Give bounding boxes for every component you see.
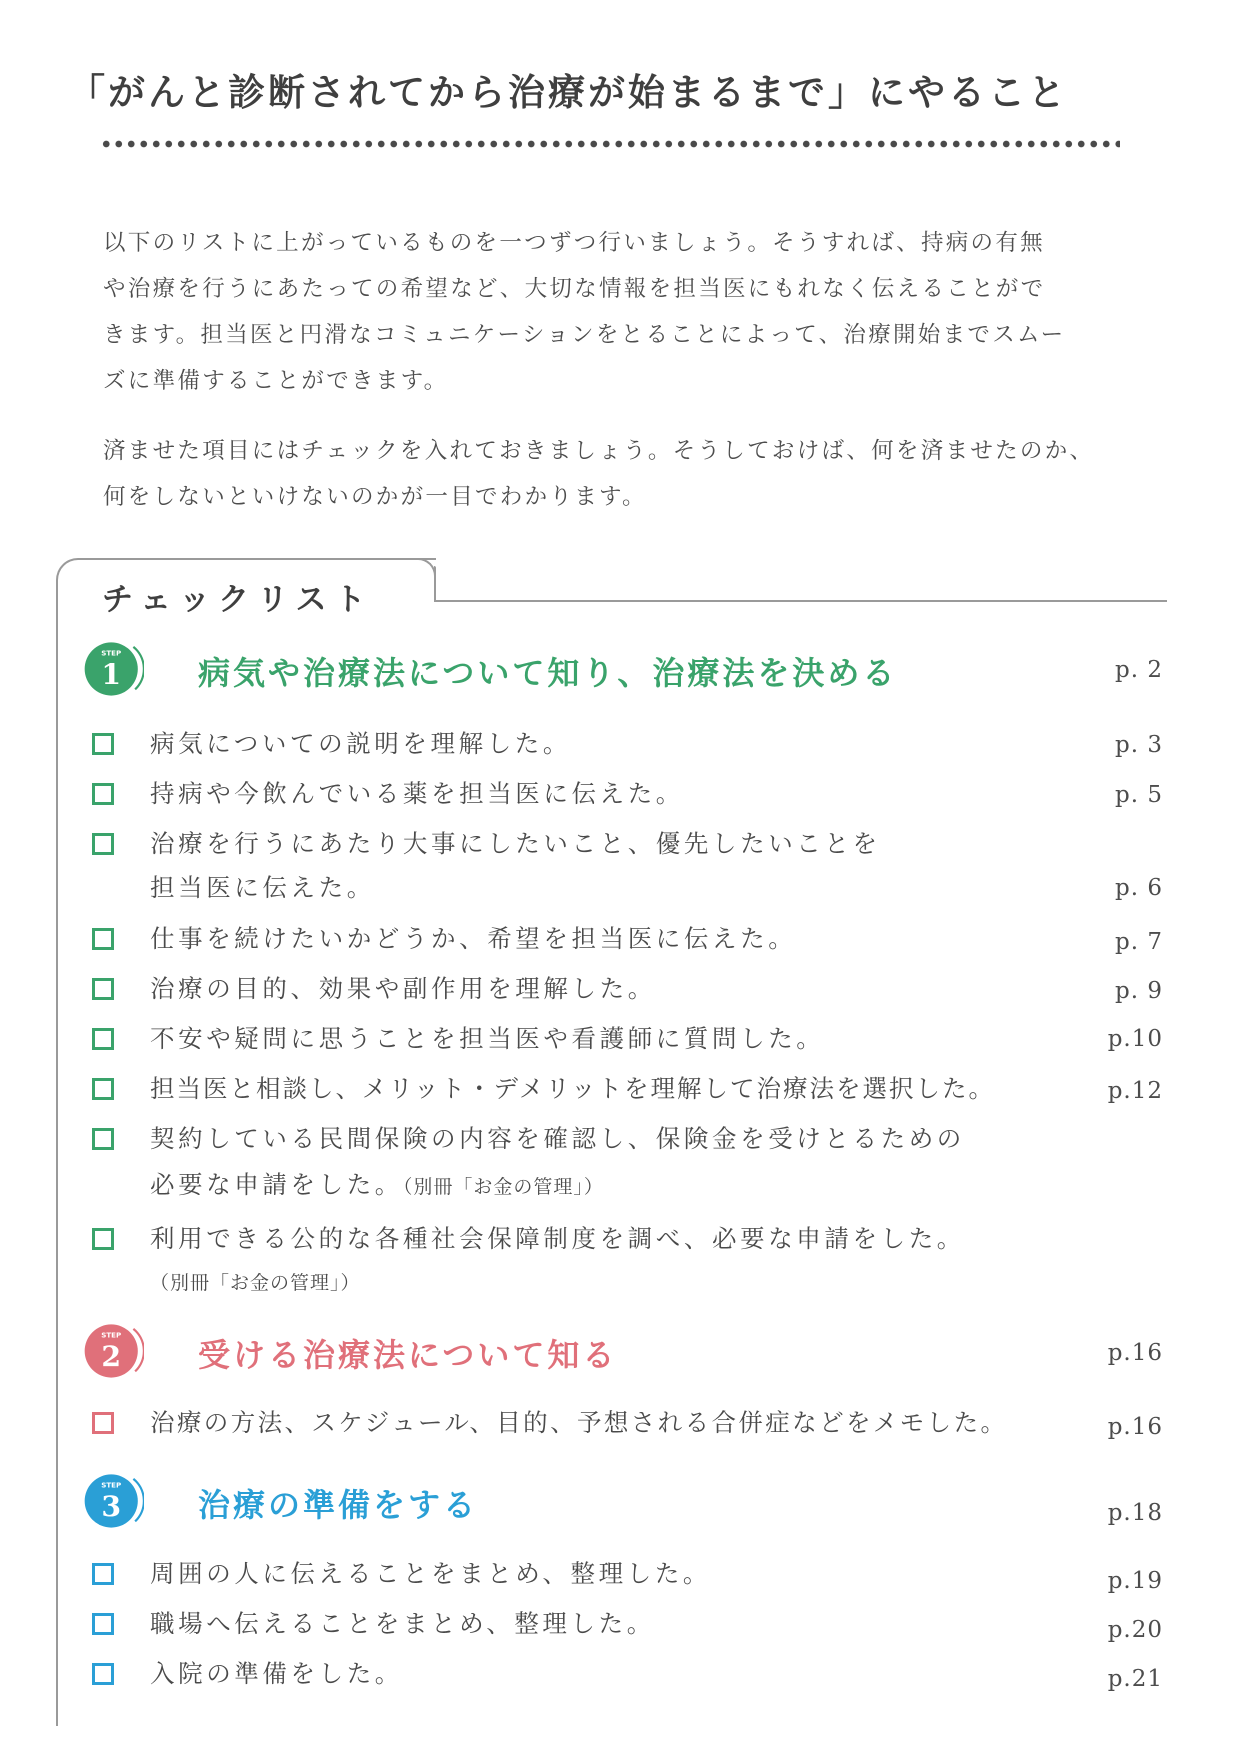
checklist-item-text: 利用できる公的な各種社会保障制度を調べ、必要な申請をした。: [150, 1224, 965, 1253]
checkbox[interactable]: [92, 783, 114, 805]
step-3-page-ref: p.18: [1107, 1500, 1163, 1526]
checklist-item-text: 周囲の人に伝えることをまとめ、整理した。: [150, 1559, 712, 1588]
item-page-ref: p.19: [1107, 1568, 1163, 1594]
checklist-item-text: 仕事を続けたいかどうか、希望を担当医に伝えた。: [150, 924, 797, 953]
checklist-tab-edge: [434, 566, 436, 600]
checkbox[interactable]: [92, 1663, 114, 1685]
item-page-ref: p.10: [1107, 1026, 1163, 1052]
checkbox[interactable]: [92, 733, 114, 755]
checkbox[interactable]: [92, 833, 114, 855]
checkbox[interactable]: [92, 1228, 114, 1250]
intro-line: きます。担当医と円滑なコミュニケーションをとることによって、治療開始までスムー: [103, 322, 1066, 348]
item-page-ref: p.21: [1107, 1666, 1163, 1692]
checklist-item-text: 不安や疑問に思うことを担当医や看護師に質問した。: [150, 1024, 825, 1053]
checkbox[interactable]: [92, 1128, 114, 1150]
checkbox[interactable]: [92, 928, 114, 950]
page-title: 「がんと診断されてから治療が始まるまで」にやること: [68, 71, 1068, 114]
step-number: 3: [101, 1489, 122, 1524]
item-note: （別冊「お金の管理」）: [402, 1176, 604, 1198]
checkbox[interactable]: [92, 1412, 114, 1434]
checklist-item-text: 持病や今飲んでいる薬を担当医に伝えた。: [150, 779, 684, 808]
item-note: （別冊「お金の管理」）: [150, 1272, 361, 1294]
step-3-badge-icon: [82, 1470, 144, 1532]
checklist-frame-left: [56, 596, 58, 1726]
intro-paragraph-1: [103, 220, 1133, 404]
item-page-ref: p.12: [1107, 1078, 1163, 1104]
item-page-ref: p. 9: [1115, 978, 1163, 1004]
step-label: STEP: [101, 648, 122, 658]
item-page-ref: p. 7: [1115, 929, 1163, 955]
step-2-badge-icon: [82, 1320, 144, 1382]
checklist-title: チェックリスト: [102, 582, 374, 618]
step-label: STEP: [101, 1330, 122, 1340]
checklist-item-text: 担当医と相談し、メリット・デメリットを理解して治療法を選択した。: [150, 1074, 996, 1103]
item-page-ref: p.16: [1107, 1414, 1163, 1440]
checkbox[interactable]: [92, 1613, 114, 1635]
checklist-item-text: 治療の方法、スケジュール、目的、予想される合併症などをメモした。: [150, 1408, 1008, 1437]
step-number: 2: [101, 1339, 122, 1374]
item-page-ref: p. 5: [1115, 782, 1163, 808]
step-1-heading: 病気や治療法について知り、治療法を決める: [198, 654, 898, 692]
checkbox[interactable]: [92, 1028, 114, 1050]
step-number: 1: [101, 657, 122, 692]
item-page-ref: p. 3: [1115, 732, 1163, 758]
checklist-item-text: 入院の準備をした。: [150, 1659, 403, 1688]
checkbox[interactable]: [92, 978, 114, 1000]
item-page-ref: p. 6: [1115, 875, 1163, 901]
checkbox[interactable]: [92, 1563, 114, 1585]
checklist-item-text: 治療を行うにあたり大事にしたいこと、優先したいことを: [150, 829, 881, 858]
dotted-divider: [100, 140, 1120, 148]
intro-line: 済ませた項目にはチェックを入れておきましょう。そうしておけば、何を済ませたのか、: [103, 438, 1095, 464]
step-3-heading: 治療の準備をする: [198, 1486, 479, 1524]
item-page-ref: p.20: [1107, 1617, 1163, 1643]
step-label: STEP: [101, 1480, 122, 1490]
checkbox[interactable]: [92, 1078, 114, 1100]
checklist-item-text: 治療の目的、効果や副作用を理解した。: [150, 974, 656, 1003]
checklist-frame-top: [434, 600, 1167, 602]
step-1-badge-icon: [82, 638, 144, 700]
step-2-page-ref: p.16: [1107, 1340, 1163, 1366]
checklist-item-text: 契約している民間保険の内容を確認し、保険金を受けとるための: [150, 1124, 965, 1153]
step-2-heading: 受ける治療法について知る: [198, 1336, 618, 1374]
intro-paragraph-2: [103, 428, 1133, 520]
checklist-item-text: [150, 1163, 604, 1209]
checklist-item-text: 職場へ伝えることをまとめ、整理した。: [150, 1609, 655, 1638]
intro-line: ズに準備することができます。: [103, 368, 449, 394]
intro-line: や治療を行うにあたっての希望など、大切な情報を担当医にもれなく伝えることがで: [103, 276, 1046, 302]
step-1-page-ref: p. 2: [1115, 657, 1163, 683]
intro-line: 以下のリストに上がっているものを一つずつ行いましょう。そうすれば、持病の有無: [103, 230, 1045, 256]
intro-line: 何をしないといけないのかが一目でわかります。: [103, 484, 647, 510]
checklist-item-line: 必要な申請をした。: [150, 1170, 403, 1199]
checklist-item-text: 病気についての説明を理解した。: [150, 729, 572, 758]
checklist-item-text: 担当医に伝えた。: [150, 873, 375, 902]
